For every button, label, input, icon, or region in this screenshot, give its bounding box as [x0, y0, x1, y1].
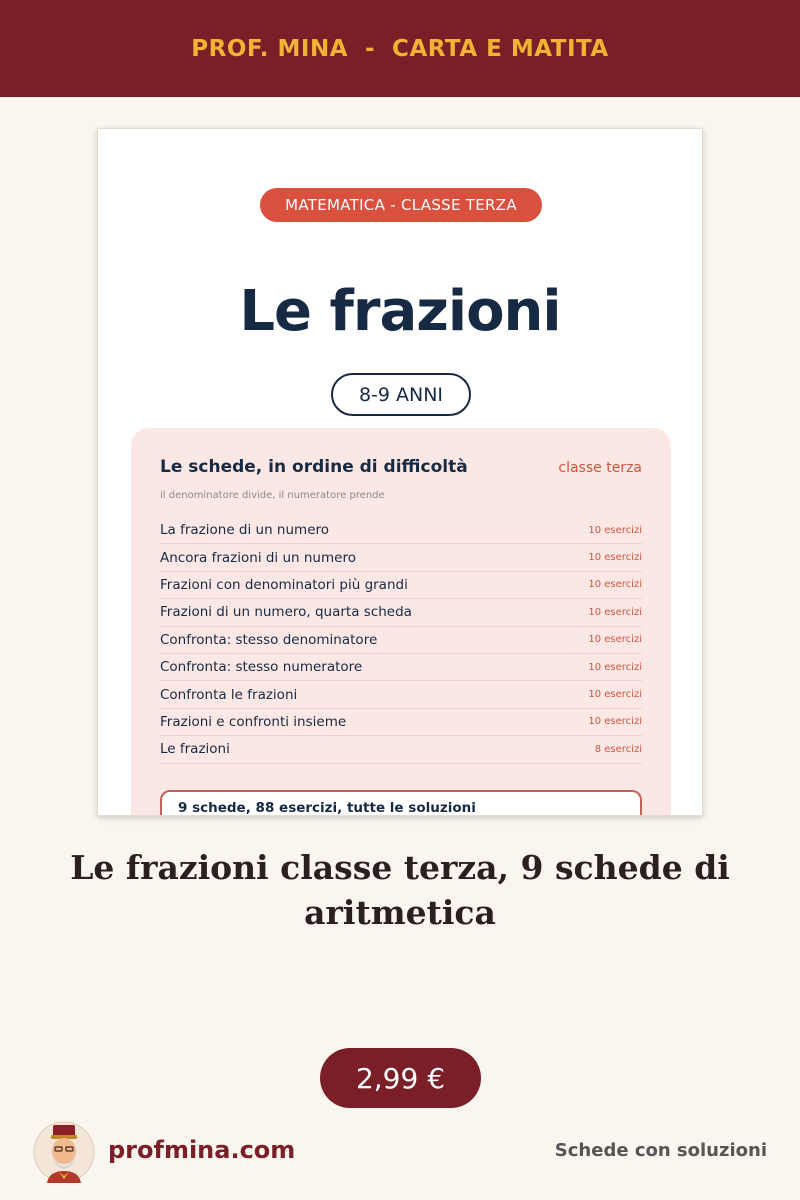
exercise-count: 10 esercizi: [588, 552, 642, 564]
exercise-count: 10 esercizi: [588, 634, 642, 646]
list-item: [160, 709, 642, 736]
worksheet-name: Ancora frazioni di un numero: [160, 549, 356, 566]
list-item: [160, 654, 642, 681]
list-heading: Le schede, in ordine di difficoltà: [160, 457, 468, 477]
tagline: Schede con soluzioni: [554, 1140, 767, 1161]
list-item: [160, 599, 642, 626]
product-headline: Le frazioni classe terza, 9 schede di aritmetica: [70, 848, 730, 932]
list-subtitle: il denominatore divide, il numeratore prende: [160, 490, 385, 501]
summary-box: 9 schede, 88 esercizi, tutte le soluzioni: [160, 790, 642, 816]
subject-badge: MATEMATICA - CLASSE TERZA: [260, 188, 542, 222]
exercise-count: 10 esercizi: [588, 524, 642, 536]
list-item: [160, 736, 642, 763]
price-button[interactable]: 2,99 €: [320, 1048, 481, 1108]
exercise-count: 10 esercizi: [588, 661, 642, 673]
brand-title: PROF. MINA - CARTA E MATITA: [191, 35, 609, 62]
worksheet-name: Frazioni con denominatori più grandi: [160, 576, 408, 593]
professor-avatar-icon: [33, 1121, 95, 1183]
list-item: [160, 517, 642, 544]
exercise-count: 10 esercizi: [588, 689, 642, 701]
worksheet-list-panel: [131, 428, 671, 816]
list-item: [160, 627, 642, 654]
age-badge: 8-9 ANNI: [331, 373, 471, 416]
list-item: [160, 681, 642, 708]
top-banner: [0, 0, 800, 97]
worksheet-name: Confronta: stesso numeratore: [160, 659, 363, 676]
class-tag: classe terza: [558, 460, 642, 476]
exercise-count: 10 esercizi: [588, 606, 642, 618]
list-item: [160, 572, 642, 599]
worksheet-name: La frazione di un numero: [160, 522, 330, 539]
exercise-count: 10 esercizi: [588, 579, 642, 591]
worksheet-list: [160, 517, 642, 764]
worksheet-name: Frazioni di un numero, quarta scheda: [160, 604, 412, 621]
exercise-count: 10 esercizi: [588, 716, 642, 728]
exercise-count: 8 esercizi: [594, 743, 642, 755]
worksheet-name: Confronta: stesso denominatore: [160, 631, 378, 648]
worksheet-name: Frazioni e confronti insieme: [160, 713, 347, 730]
product-preview-card[interactable]: [97, 128, 703, 816]
list-item: [160, 544, 642, 571]
worksheet-name: Confronta le frazioni: [160, 686, 298, 703]
worksheet-name: Le frazioni: [160, 741, 230, 758]
site-link[interactable]: profmina.com: [108, 1136, 296, 1164]
card-title: Le frazioni: [239, 279, 561, 344]
